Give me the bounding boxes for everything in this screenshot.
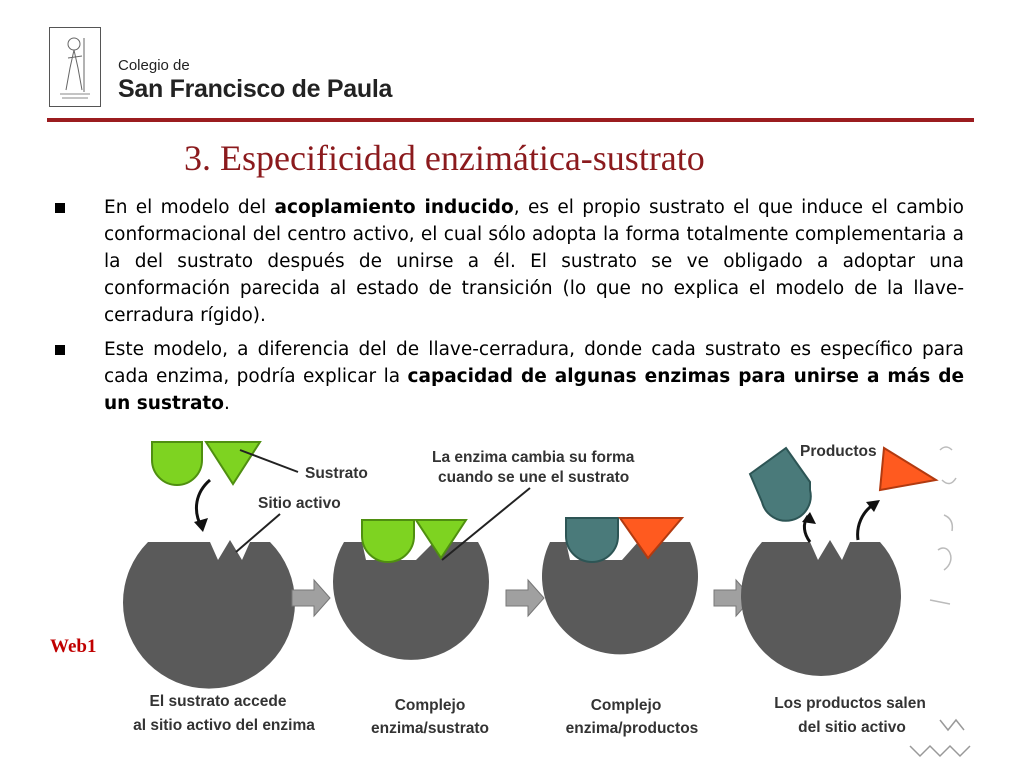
school-name-line2: San Francisco de Paula [118,75,393,103]
bullet1-text-b: , es el propio sustrato el que induce el cambio conformacional del centro activo, el cual sólo adopta la forma totalmente complementaria a la del sustrato después de unirse a él. El sustrato se ve obligado a adoptar una conformación parecida al estado de transición (lo que no explica el modelo de la llave-cerradura rígido). [104,197,965,326]
square-bullet-icon [55,345,65,355]
school-name [118,58,392,104]
label-sitio-activo: Sitio activo [258,495,341,512]
caption-step3-line1: Complejo [590,697,662,714]
saint-figure-icon [50,28,100,106]
bullet1-bold: acoplamiento inducido [274,197,514,218]
header-divider [47,118,974,122]
induced-fit-diagram [110,432,980,768]
arrowhead-icon [194,518,208,532]
label-sustrato: Sustrato [305,465,368,482]
label-cambio-1: La enzima cambia su forma [432,449,635,466]
watermark-decoration [870,420,1020,768]
caption-step4-line2: del sitio activo [798,719,906,736]
step-arrow-icon [292,580,330,616]
step-arrow-icon [506,580,544,616]
bullet-list [50,194,964,424]
bullet2-text-a: Este modelo, a diferencia del de llave-cerradura, donde cada sustrato es específico para cada enzima, podría explicar la [104,339,964,387]
substrate-free [152,442,260,485]
enzyme-step3 [542,518,698,654]
bullet1-text-a: En el modelo del [104,197,275,218]
bullet2-text-b: . [223,393,230,414]
label-cambio-2: cuando se une el sustrato [438,469,630,486]
caption-step4-line1: Los productos salen [774,695,926,712]
caption-step1-line1: El sustrato accede [149,693,287,710]
enzyme-step1 [123,540,295,689]
school-name-line1: Colegio de [118,57,190,74]
label-productos: Productos [800,443,877,460]
caption-step3-line2: enzima/productos [565,720,699,737]
caption-step2-line1: Complejo [394,697,466,714]
bullet-item-2 [50,336,964,417]
caption-step1-line2: al sitio activo del enzima [133,717,315,734]
square-bullet-icon [55,203,65,213]
school-logo-emblem [49,27,101,107]
caption-step2-line2: enzima/sustrato [370,720,490,737]
bullet2-bold: capacidad de algunas enzimas para unirse a más de un sustrato [104,366,964,414]
source-link-label[interactable]: Web1 [50,636,97,657]
bullet-item-1 [50,194,964,329]
slide-title: 3. Especificidad enzimática-sustrato [184,138,705,178]
